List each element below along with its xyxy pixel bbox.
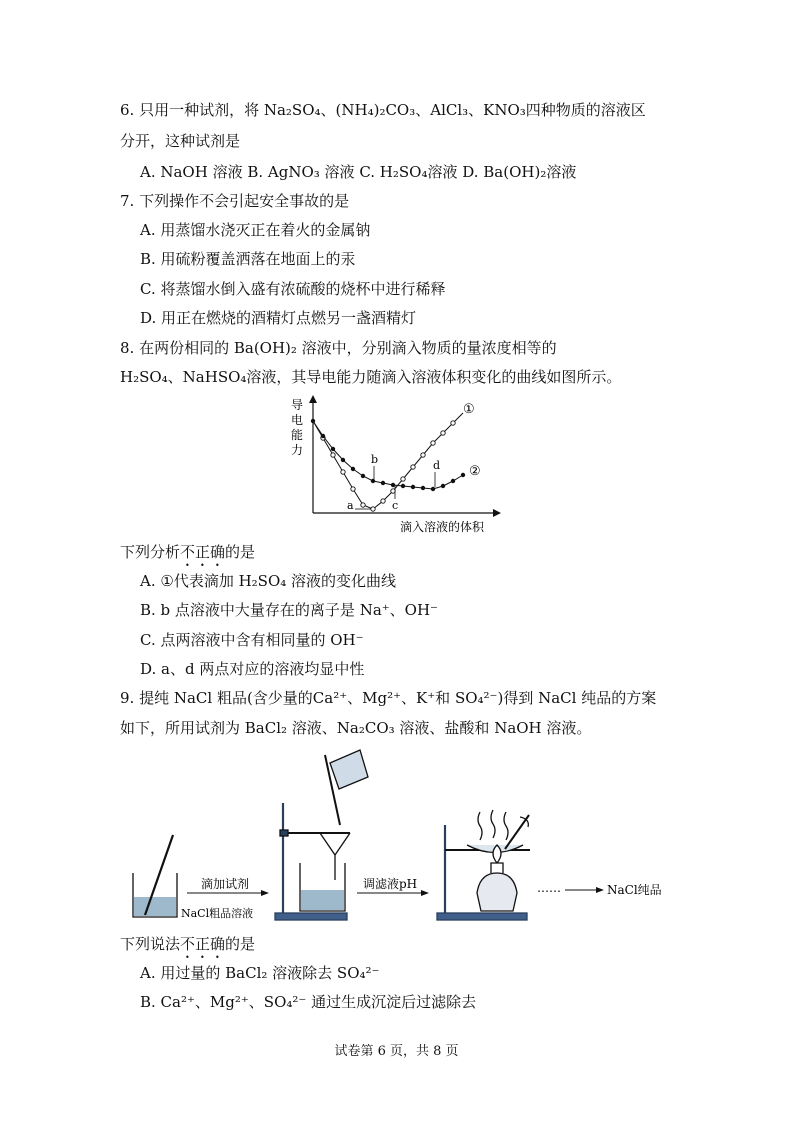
step-1-label: 滴加试剂 [201, 877, 250, 891]
y-axis-arrow [309, 395, 317, 403]
q7-option-d: D. 用正在燃烧的酒精灯点燃另一盏酒精灯 [140, 309, 417, 327]
q9-option-b: B. Ca²⁺、Mg²⁺、SO₄²⁻ 通过生成沉淀后过滤除去 [140, 993, 477, 1011]
q8-ask: 下列分析不正确的是 [120, 543, 256, 561]
conductivity-graph [285, 393, 505, 538]
product-label: NaCl纯品 [607, 883, 662, 897]
point-a-label: a [347, 499, 354, 512]
curve-1 [313, 413, 463, 509]
purification-diagram [125, 745, 670, 925]
point-b-label: b [371, 453, 379, 466]
page-footer: 试卷第 6 页，共 8 页 [334, 1044, 459, 1059]
q8-option-d: D. a、d 两点对应的溶液均显中性 [140, 660, 365, 678]
q9-stem-line1: 9. 提纯 NaCl 粗品(含少量的Ca²⁺、Mg²⁺、K⁺和 SO₄²⁻)得到 NaCl 纯品的方案 [120, 689, 657, 707]
y-axis-label-char: 导 [291, 398, 304, 412]
q8-stem-line2: H₂SO₄、NaHSO₄溶液，其导电能力随滴入溶液体积变化的曲线如图所示。 [120, 368, 622, 386]
curve-1-label: ① [463, 402, 475, 417]
q7-option-a: A. 用蒸馏水浇灭正在着火的金属钠 [140, 221, 371, 239]
x-axis-label: 滴入溶液的体积 [400, 520, 485, 534]
step-2-label: 调滤液pH [363, 877, 418, 891]
q6-stem-line2: 分开，这种试剂是 [120, 132, 241, 150]
q7-option-b: B. 用硫粉覆盖洒落在地面上的汞 [140, 250, 356, 268]
dots: …… [537, 881, 561, 895]
x-axis-arrow [493, 509, 501, 517]
q8-option-b: B. b 点溶液中大量存在的离子是 Na⁺、OH⁻ [140, 601, 438, 619]
q7-stem: 7. 下列操作不会引起安全事故的是 [120, 192, 350, 210]
q9-stem-line2: 如下，所用试剂为 BaCl₂ 溶液、Na₂CO₃ 溶液、盐酸和 NaOH 溶液。 [120, 719, 592, 737]
beaker-crude-solution [133, 835, 177, 917]
y-axis-label-char: 能 [291, 428, 304, 442]
y-axis-label-char: 力 [291, 443, 304, 457]
q9-ask: 下列说法不正确的是 [120, 935, 256, 953]
q8-option-c: C. 点两溶液中含有相同量的 OH⁻ [140, 631, 364, 649]
q9-option-a: A. 用过量的 BaCl₂ 溶液除去 SO₄²⁻ [140, 964, 380, 982]
q7-option-c: C. 将蒸馏水倒入盛有浓硫酸的烧杯中进行稀释 [140, 280, 446, 298]
q6-options: A. NaOH 溶液 B. AgNO₃ 溶液 C. H₂SO₄溶液 D. Ba(OH)₂溶液 [140, 163, 577, 181]
point-d-label: d [433, 459, 441, 472]
y-axis-label-char: 电 [291, 413, 304, 427]
q6-stem-line1: 6. 只用一种试剂，将 Na₂SO₄、(NH₄)₂CO₃、AlCl₃、KNO₃四种物质的溶液区 [120, 101, 646, 119]
q8-stem-line1: 8. 在两份相同的 Ba(OH)₂ 溶液中，分别滴入物质的量浓度相等的 [120, 339, 557, 357]
curve-2-label: ② [469, 464, 481, 479]
beaker-label: NaCl粗品溶液 [181, 907, 254, 920]
q8-option-a: A. ①代表滴加 H₂SO₄ 溶液的变化曲线 [140, 572, 397, 590]
point-c-label: c [392, 499, 399, 512]
evaporation-stand [437, 810, 530, 920]
filtration-stand [275, 750, 368, 920]
